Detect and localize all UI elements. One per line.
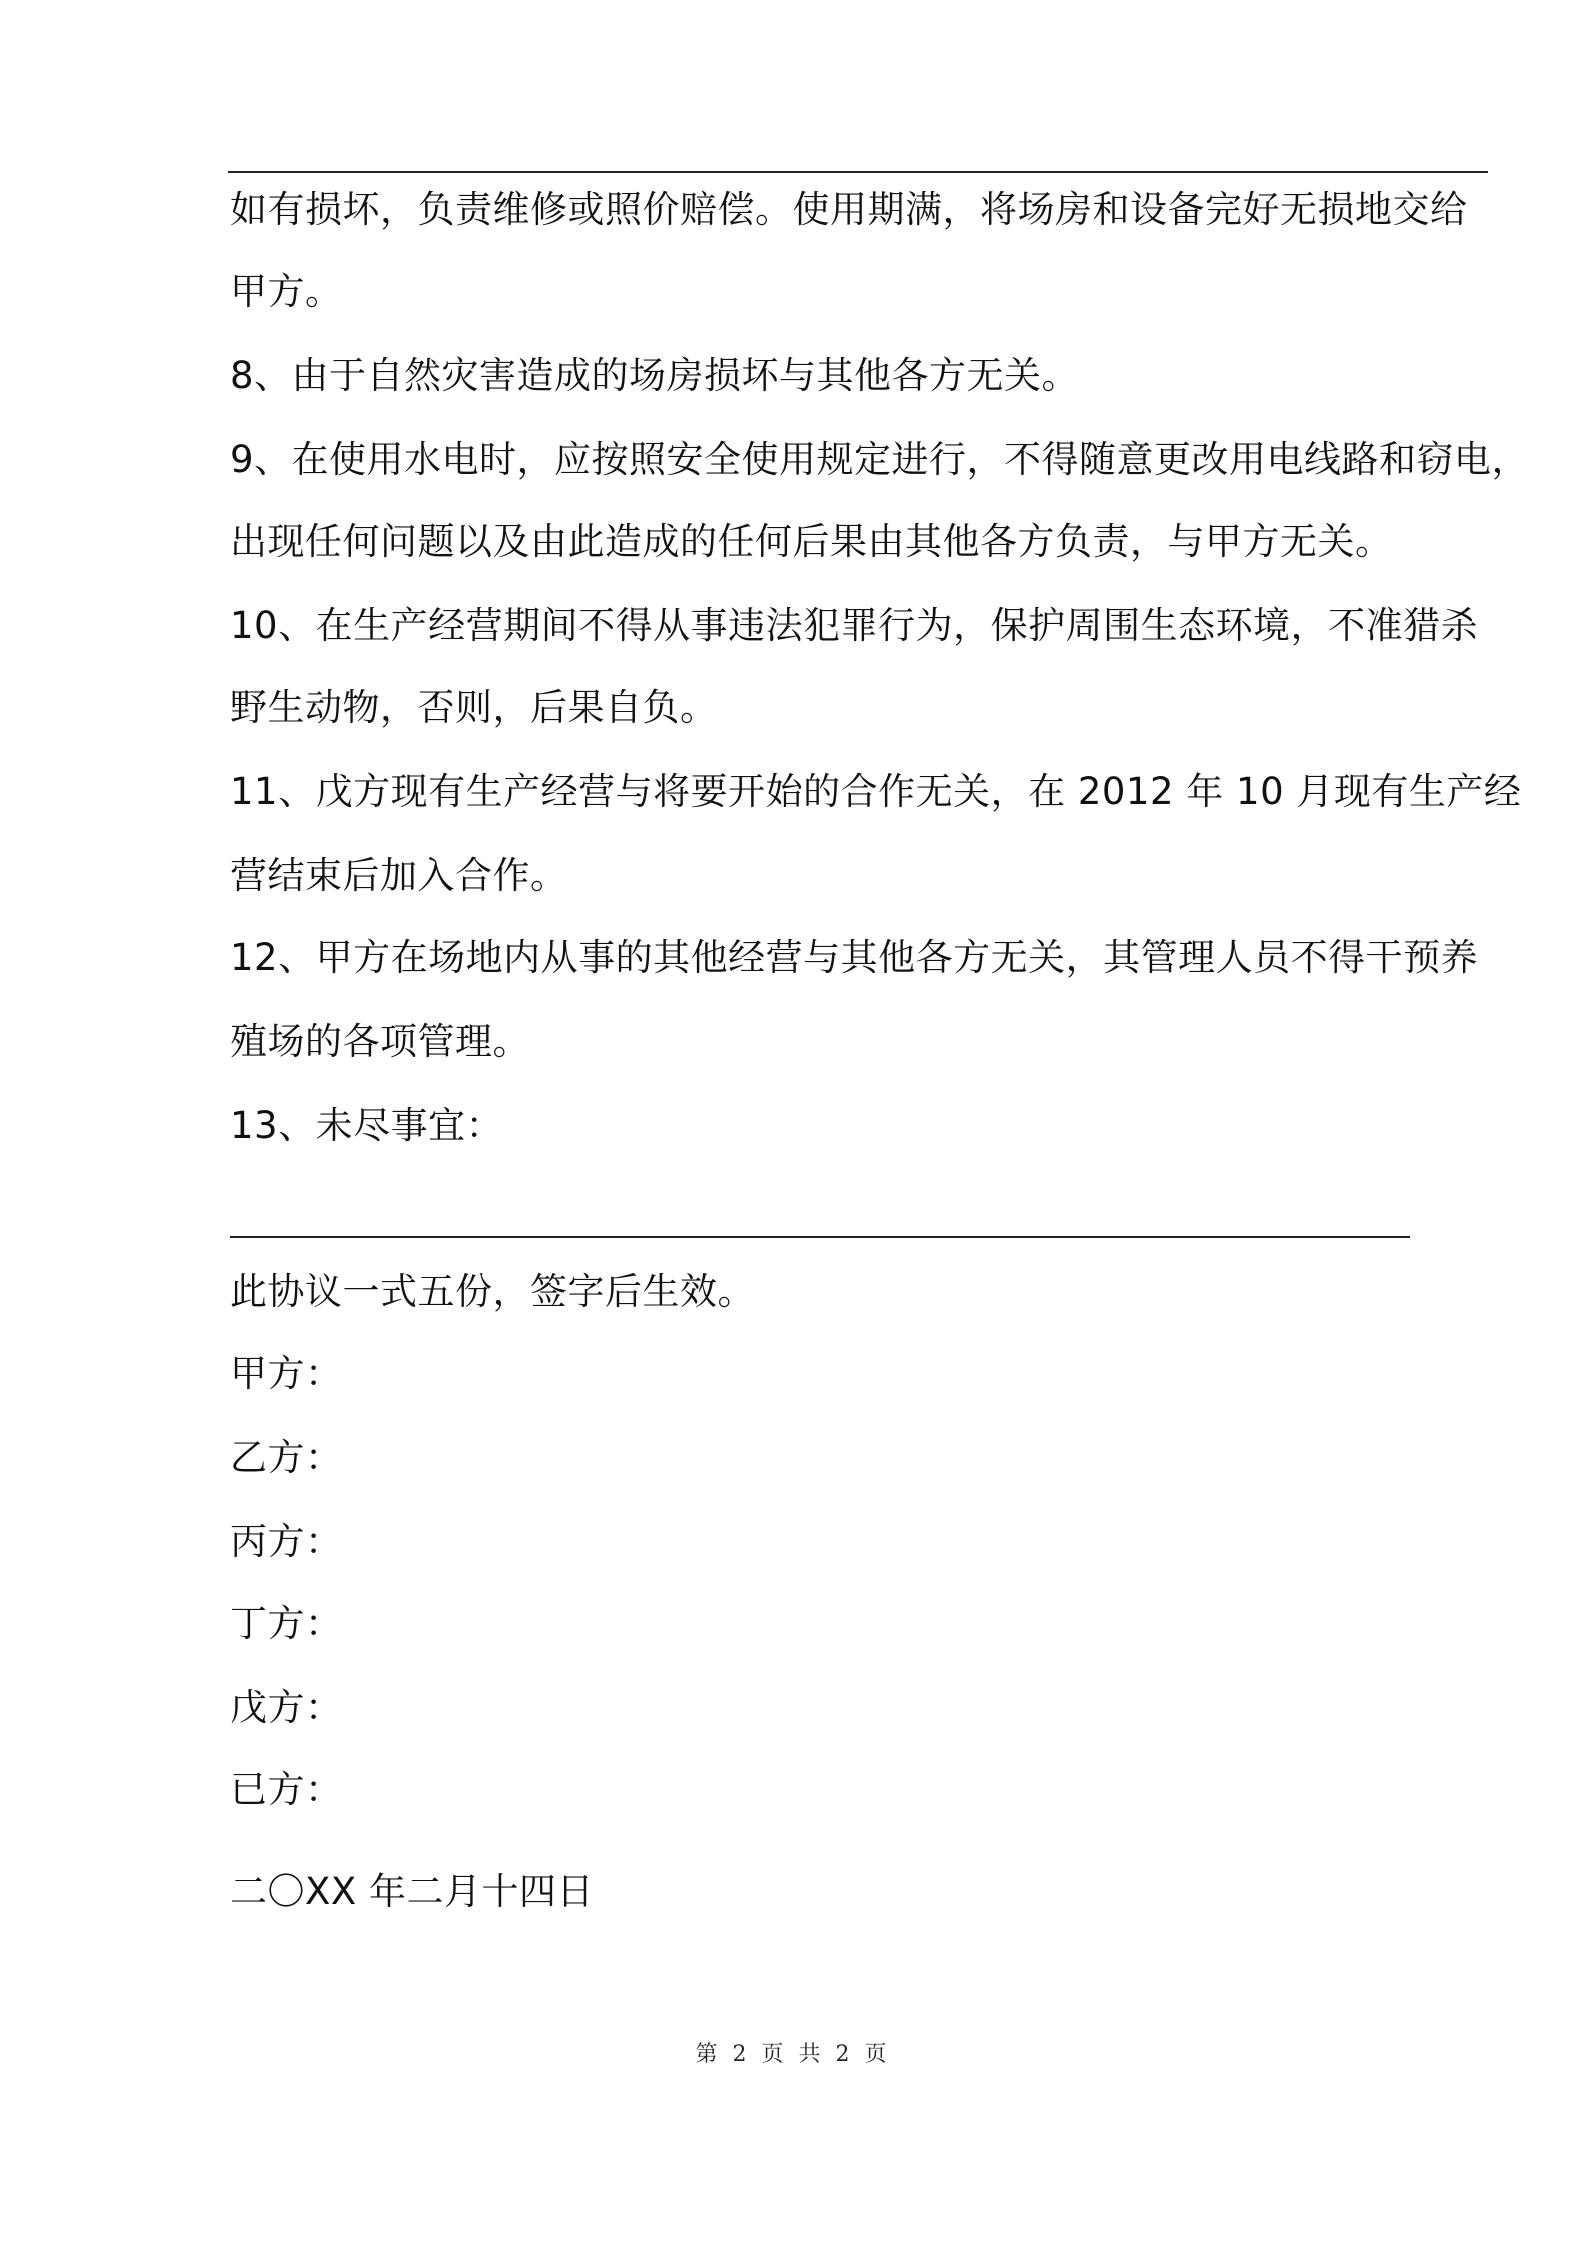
- clause-9-line-1: 9、在使用水电时，应按照安全使用规定进行，不得随意更改用电线路和窃电，: [230, 438, 1530, 481]
- body-line-2: 甲方。: [230, 270, 343, 313]
- party-a-signature: 甲方：: [230, 1352, 343, 1395]
- clause-10-line-1: 10、在生产经营期间不得从事违法犯罪行为，保护周围生态环境，不准猎杀: [230, 604, 1479, 647]
- document-date: 二〇XX 年二月十四日: [230, 1870, 594, 1913]
- clause-9-line-2: 出现任何问题以及由此造成的任何后果由其他各方负责，与甲方无关。: [230, 520, 1393, 563]
- clause-12-line-1: 12、甲方在场地内从事的其他经营与其他各方无关，其管理人员不得干预养: [230, 936, 1479, 979]
- fill-in-blank-rule: [230, 1236, 1410, 1238]
- closing-statement: 此协议一式五份，签字后生效。: [230, 1270, 755, 1313]
- clause-10-line-2: 野生动物，否则，后果自负。: [230, 686, 718, 729]
- party-e-signature: 戊方：: [230, 1686, 343, 1729]
- page-number-footer: 第 2 页 共 2 页: [695, 2042, 891, 2067]
- header-rule: [228, 171, 1488, 173]
- party-f-signature: 已方：: [230, 1768, 343, 1811]
- clause-11-line-1: 11、戊方现有生产经营与将要开始的合作无关，在 2012 年 10 月现有生产经: [230, 770, 1522, 813]
- party-d-signature: 丁方：: [230, 1602, 343, 1645]
- body-line-1: 如有损坏，负责维修或照价赔偿。使用期满，将场房和设备完好无损地交给: [230, 188, 1468, 231]
- party-b-signature: 乙方：: [230, 1436, 343, 1479]
- clause-11-line-2: 营结束后加入合作。: [230, 854, 568, 897]
- clause-13: 13、未尽事宜：: [230, 1104, 504, 1147]
- clause-12-line-2: 殖场的各项管理。: [230, 1020, 530, 1063]
- party-c-signature: 丙方：: [230, 1520, 343, 1563]
- clause-8: 8、由于自然灾害造成的场房损坏与其他各方无关。: [230, 354, 1080, 397]
